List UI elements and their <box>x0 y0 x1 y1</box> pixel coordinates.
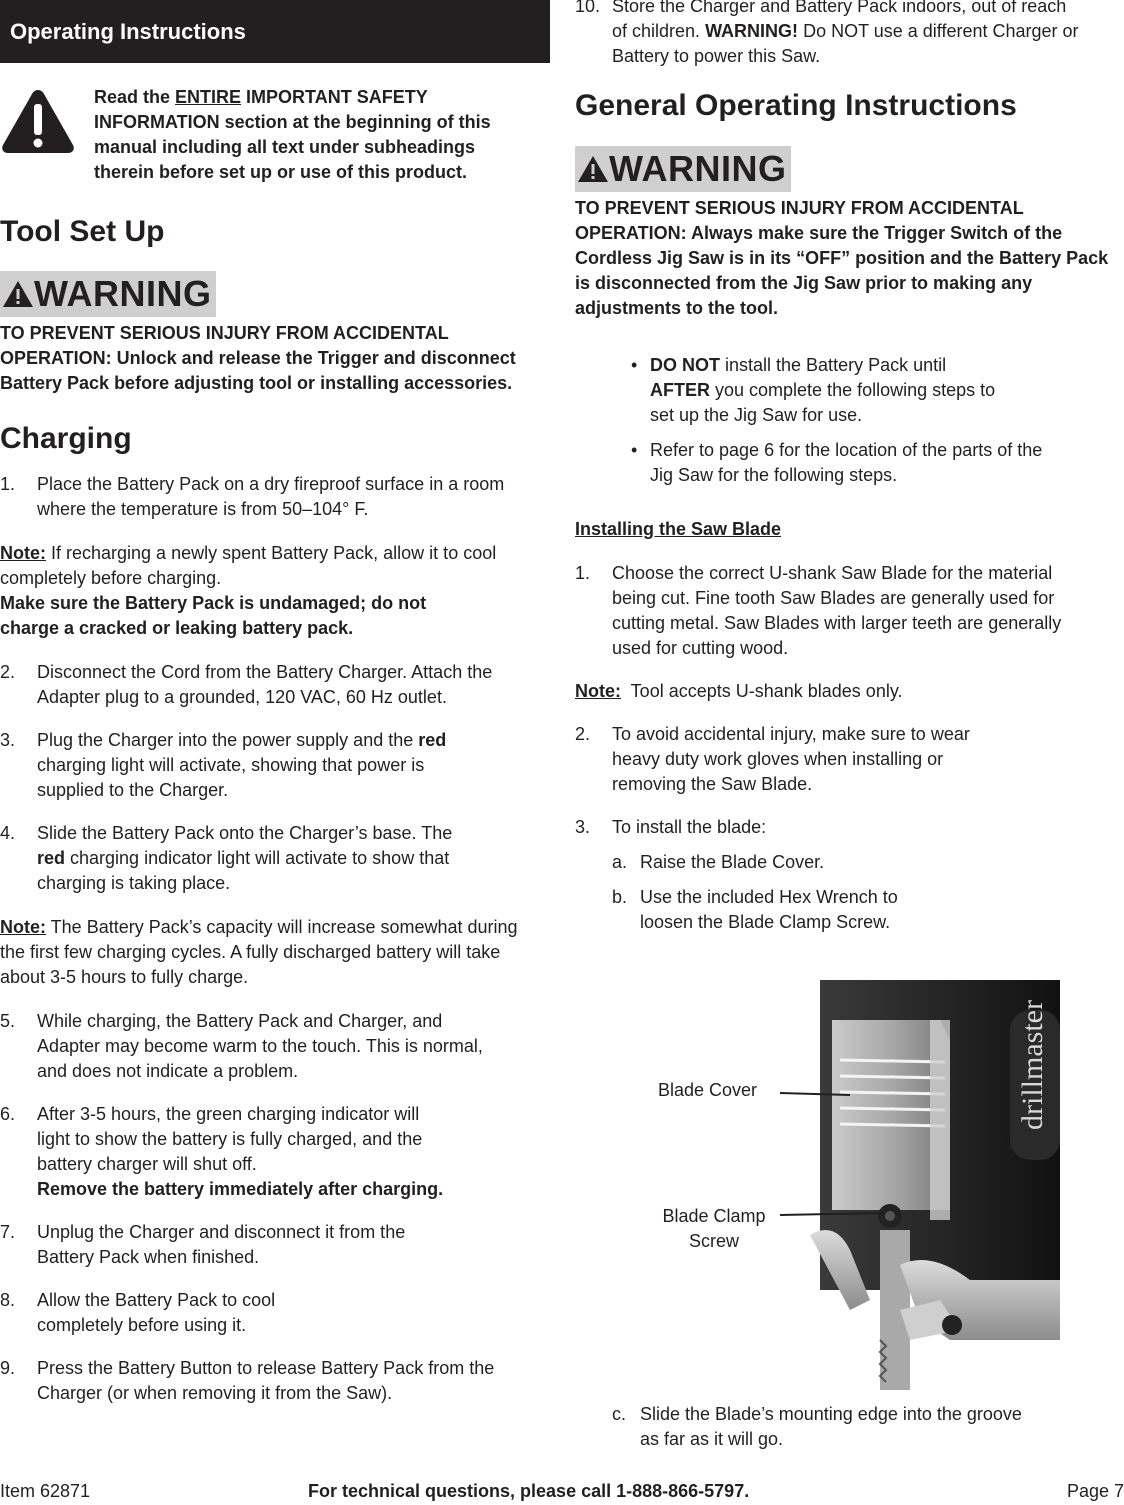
list-item: • DO NOT install the Battery Pack until AFTER you complete the following steps to set up the Jig Saw for use. <box>631 355 996 425</box>
list-item: 7. Unplug the Charger and disconnect it from the Battery Pack when finished. <box>0 1222 406 1267</box>
warning-badge: WARNING <box>0 271 216 317</box>
jig-saw-photo <box>650 980 1060 1390</box>
safety-notice <box>0 85 550 215</box>
left-column <box>0 0 550 1406</box>
list-item: 5. While charging, the Battery Pack and Charger, and Adapter may become warm to the touch. This is normal, and does not indicate a problem. <box>0 1011 483 1081</box>
general-warning-text: TO PREVENT SERIOUS INJURY FROM ACCIDENTAL OPERATION: Always make sure the Trigger Switch of the Cordless Jig Saw is in its “OFF” position and the Battery Pack is disconnected from the Jig Saw prior to making any adjustments to the tool. <box>575 198 1109 318</box>
list-item: • Refer to page 6 for the location of the parts of the Jig Saw for the following steps. <box>631 440 1043 485</box>
list-item: a. Raise the Blade Cover. <box>612 852 825 872</box>
general-heading: General Operating Instructions <box>575 89 1017 122</box>
tool-setup-heading: Tool Set Up <box>0 215 165 248</box>
page-number: Page 7 <box>1066 1481 1124 1501</box>
list-item: 6. After 3-5 hours, the green charging indicator will light to show the battery is fully charged, and the battery charger will shut off. Remove the battery immediately after charging. <box>0 1104 444 1199</box>
blade-figure <box>650 980 1060 1390</box>
list-item: 9. Press the Battery Button to release Battery Pack from the Charger (or when removing it from the Saw). <box>0 1358 495 1403</box>
note-paragraph: Note: Tool accepts U-shank blades only. <box>575 681 903 701</box>
brand-logo: drillmaster <box>1016 1000 1049 1130</box>
note-paragraph: Note: The Battery Pack’s capacity will increase somewhat during the first few charging cycles. A fully discharged battery will take about 3-5 hours to fully charge. <box>0 917 518 987</box>
list-item: c. Slide the Blade’s mounting edge into the groove as far as it will go. <box>612 1404 1022 1449</box>
label-blade-clamp-screw: Blade Clamp Screw <box>662 1206 766 1251</box>
label-blade-cover: Blade Cover <box>658 1080 758 1100</box>
list-item: 4. Slide the Battery Pack onto the Charger’s base. The red charging indicator light will activate to show that charging is taking place. <box>0 823 453 893</box>
warning-triangle-icon <box>2 279 34 309</box>
list-item: 10. Store the Charger and Battery Pack indoors, out of reach of children. WARNING! Do NOT use a different Charger or Battery to power this Saw. <box>575 0 1079 66</box>
list-item: 1. Place the Battery Pack on a dry fireproof surface in a room where the temperature is from 50–104° F. <box>0 474 505 519</box>
page-footer <box>0 1481 1124 1505</box>
warning-triangle-icon <box>577 154 609 184</box>
help-line: For technical questions, please call 1-888-866-5797. <box>308 1481 750 1501</box>
charging-heading: Charging <box>0 422 132 455</box>
list-item: 3. To install the blade: <box>575 817 767 837</box>
item-number: Item 62871 <box>0 1481 91 1501</box>
setup-warning-text: TO PREVENT SERIOUS INJURY FROM ACCIDENTAL OPERATION: Unlock and release the Trigger and disconnect Battery Pack before adjusting tool or installing accessories. <box>0 323 516 393</box>
list-item: 2. Disconnect the Cord from the Battery Charger. Attach the Adapter plug to a grounded, 120 VAC, 60 Hz outlet. <box>0 662 493 707</box>
right-column <box>575 0 1115 935</box>
list-item: b. Use the included Hex Wrench to loosen the Blade Clamp Screw. <box>612 887 898 932</box>
warning-badge: WARNING <box>575 146 791 192</box>
blade-subheading: Installing the Saw Blade <box>575 519 782 539</box>
section-header: Operating Instructions <box>0 0 550 63</box>
safety-notice-text: Read the ENTIRE IMPORTANT SAFETY INFORMATION section at the beginning of this manual including all text under subheadings therein before set up or use of this product. <box>94 87 491 182</box>
list-item: 3. Plug the Charger into the power supply and the red charging light will activate, showing that power is supplied to the Charger. <box>0 730 447 800</box>
warning-triangle-icon <box>0 87 76 155</box>
list-item: 2. To avoid accidental injury, make sure to wear heavy duty work gloves when installing or removing the Saw Blade. <box>575 724 970 794</box>
list-item: 1. Choose the correct U-shank Saw Blade for the material being cut. Fine tooth Saw Blades are generally used for cutting metal. Saw Blades with larger teeth are generally used for cutting wood. <box>575 563 1062 658</box>
list-item: 8. Allow the Battery Pack to cool completely before using it. <box>0 1290 276 1335</box>
note-paragraph: Note: If recharging a newly spent Battery Pack, allow it to cool completely before charging. Make sure the Battery Pack is undamaged; do not charge a cracked or leaking battery pack. <box>0 543 497 638</box>
